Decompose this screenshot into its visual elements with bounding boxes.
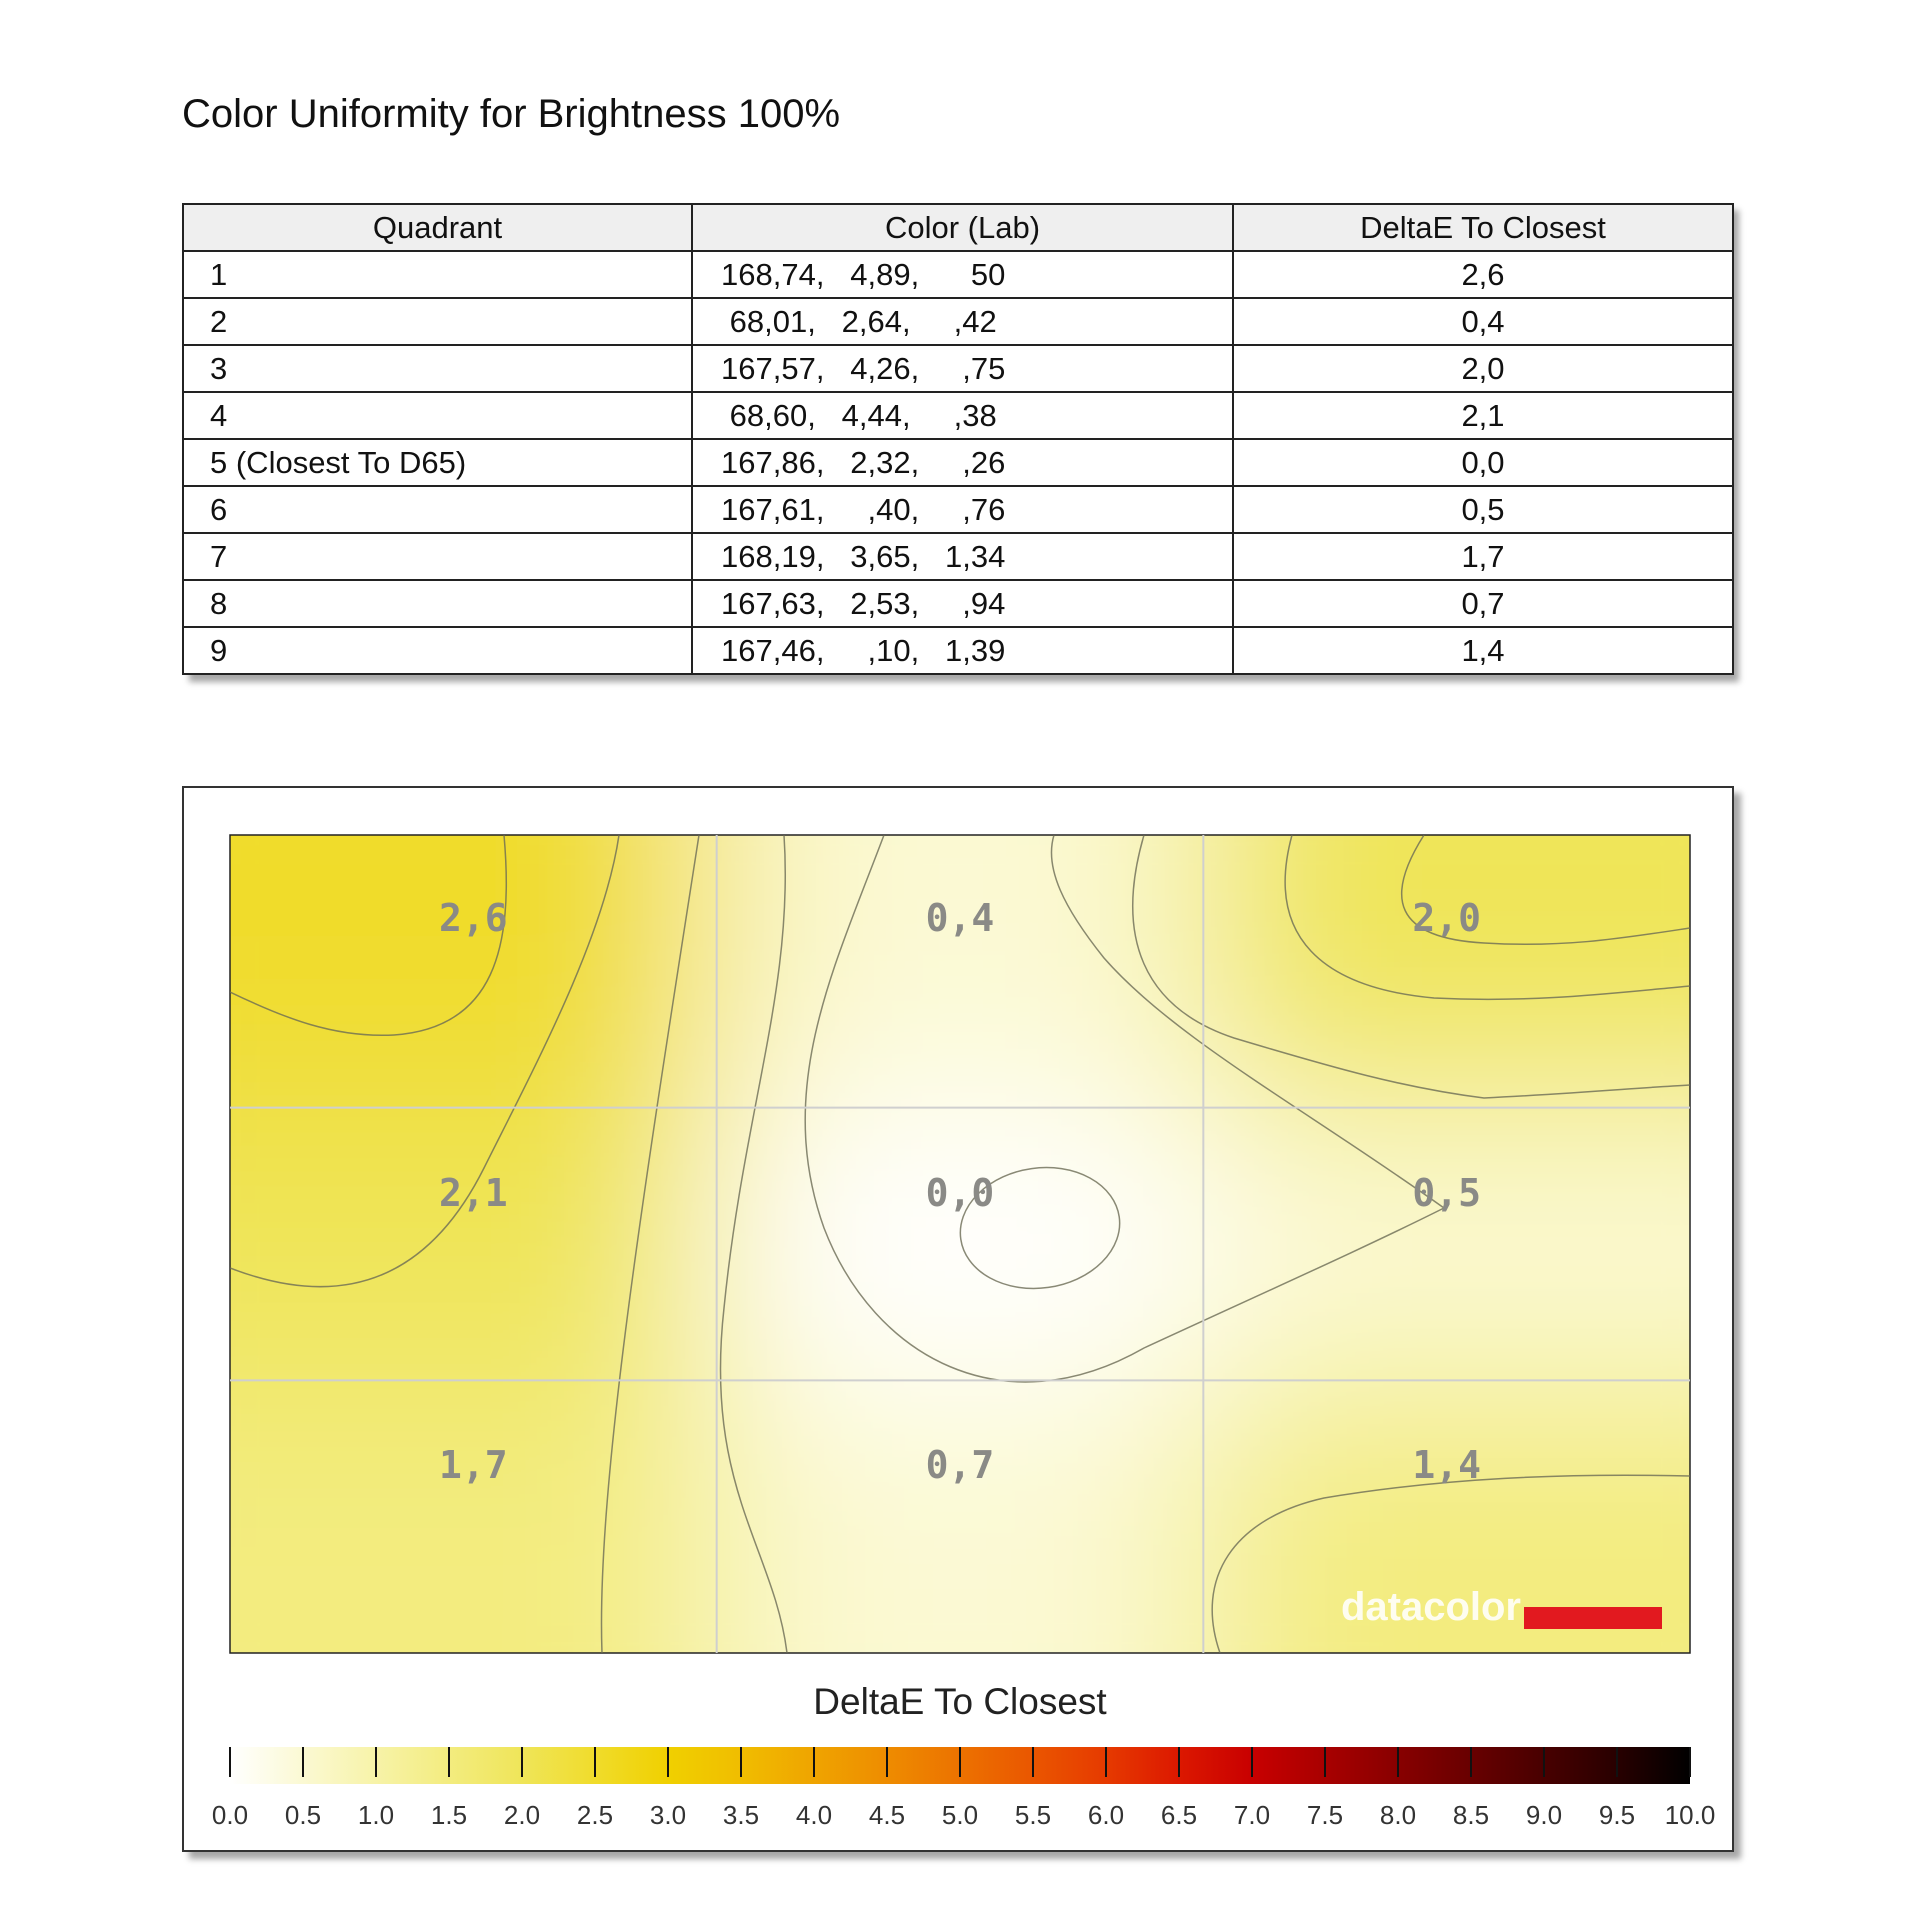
legend-tick-label: 5.5 [1014, 1800, 1052, 1830]
header-color-lab: Color (Lab) [692, 204, 1233, 251]
cell-deltae: 0,0 [1233, 439, 1733, 486]
cell-quadrant: 1 [183, 251, 692, 298]
table-row [183, 486, 1733, 533]
cell-lab: 167,46, ,10, 1,39 [692, 627, 1233, 674]
cell-quadrant: 3 [183, 345, 692, 392]
cell-deltae: 2,6 [1233, 251, 1733, 298]
legend-tick-label: 3.5 [722, 1800, 760, 1830]
cell-deltae: 0,5 [1233, 486, 1733, 533]
legend-tick-label: 6.5 [1160, 1800, 1198, 1830]
page-title: Color Uniformity for Brightness 100% [182, 92, 841, 136]
cell-lab: 167,57, 4,26, ,75 [692, 345, 1233, 392]
heat-cell [1203, 788, 1732, 1108]
table-row [183, 345, 1733, 392]
cell-deltae: 1,4 [1233, 627, 1733, 674]
cell-lab: 68,60, 4,44, ,38 [692, 392, 1233, 439]
cell-lab: 168,19, 3,65, 1,34 [692, 533, 1233, 580]
cell-quadrant: 2 [183, 298, 692, 345]
datacolor-logo-bar [1524, 1607, 1662, 1629]
data-label: 0,5 [1412, 1171, 1481, 1215]
legend-title: DeltaE To Closest [813, 1681, 1107, 1722]
data-label: 0,4 [925, 896, 995, 940]
header-deltae: DeltaE To Closest [1233, 204, 1733, 251]
legend-tick-label: 10.0 [1664, 1800, 1716, 1830]
header-quadrant: Quadrant [183, 204, 692, 251]
uniformity-table-container [182, 203, 1732, 675]
legend-tick-label: 0.5 [284, 1800, 322, 1830]
legend-tick-label: 8.5 [1452, 1800, 1490, 1830]
legend-tick-label: 1.0 [357, 1800, 395, 1830]
data-label: 0,7 [925, 1443, 995, 1487]
cell-deltae: 0,4 [1233, 298, 1733, 345]
legend-tick-label: 5.0 [941, 1800, 979, 1830]
legend-tick-label: 0.0 [211, 1800, 249, 1830]
legend-tick-label: 2.5 [576, 1800, 614, 1830]
cell-deltae: 0,7 [1233, 580, 1733, 627]
cell-quadrant: 5 (Closest To D65) [183, 439, 692, 486]
datacolor-logo-text: datacolor [1340, 1585, 1521, 1629]
heat-cell [1203, 1108, 1732, 1381]
legend-tick-label: 7.5 [1306, 1800, 1344, 1830]
cell-quadrant: 7 [183, 533, 692, 580]
table-row [183, 439, 1733, 486]
table-row [183, 251, 1733, 298]
table-header-row [183, 204, 1733, 251]
data-label: 2,6 [439, 896, 508, 940]
cell-quadrant: 9 [183, 627, 692, 674]
cell-lab: 68,01, 2,64, ,42 [692, 298, 1233, 345]
legend-tick-label: 6.0 [1087, 1800, 1125, 1830]
table-row [183, 533, 1733, 580]
cell-deltae: 1,7 [1233, 533, 1733, 580]
heat-cell [717, 788, 1204, 1108]
data-label: 1,4 [1412, 1443, 1481, 1487]
cell-deltae: 2,1 [1233, 392, 1733, 439]
table-row [183, 392, 1733, 439]
legend-tick-label: 9.5 [1598, 1800, 1636, 1830]
data-label: 2,1 [439, 1171, 508, 1215]
table-row [183, 627, 1733, 674]
cell-quadrant: 6 [183, 486, 692, 533]
color-scale-legend [212, 1747, 1715, 1830]
cell-quadrant: 4 [183, 392, 692, 439]
heat-cell [717, 1108, 1204, 1381]
legend-tick-label: 9.0 [1525, 1800, 1563, 1830]
legend-tick-label: 1.5 [430, 1800, 468, 1830]
legend-tick-label: 4.0 [795, 1800, 833, 1830]
cell-lab: 168,74, 4,89, 50 [692, 251, 1233, 298]
data-label: 1,7 [439, 1443, 508, 1487]
uniformity-table [182, 203, 1734, 675]
cell-lab: 167,86, 2,32, ,26 [692, 439, 1233, 486]
legend-tick-label: 2.0 [503, 1800, 541, 1830]
cell-quadrant: 8 [183, 580, 692, 627]
legend-tick-label: 3.0 [649, 1800, 687, 1830]
cell-deltae: 2,0 [1233, 345, 1733, 392]
table-row [183, 298, 1733, 345]
cell-lab: 167,61, ,40, ,76 [692, 486, 1233, 533]
legend-tick-label: 7.0 [1233, 1800, 1271, 1830]
heatmap-chart-frame [182, 786, 1734, 1852]
legend-tick-label: 4.5 [868, 1800, 906, 1830]
heatmap-chart [184, 788, 1732, 1850]
cell-lab: 167,63, 2,53, ,94 [692, 580, 1233, 627]
heat-cell [184, 788, 717, 1108]
legend-tick-label: 8.0 [1379, 1800, 1417, 1830]
data-label: 0,0 [925, 1171, 995, 1215]
data-label: 2,0 [1412, 896, 1481, 940]
table-row [183, 580, 1733, 627]
